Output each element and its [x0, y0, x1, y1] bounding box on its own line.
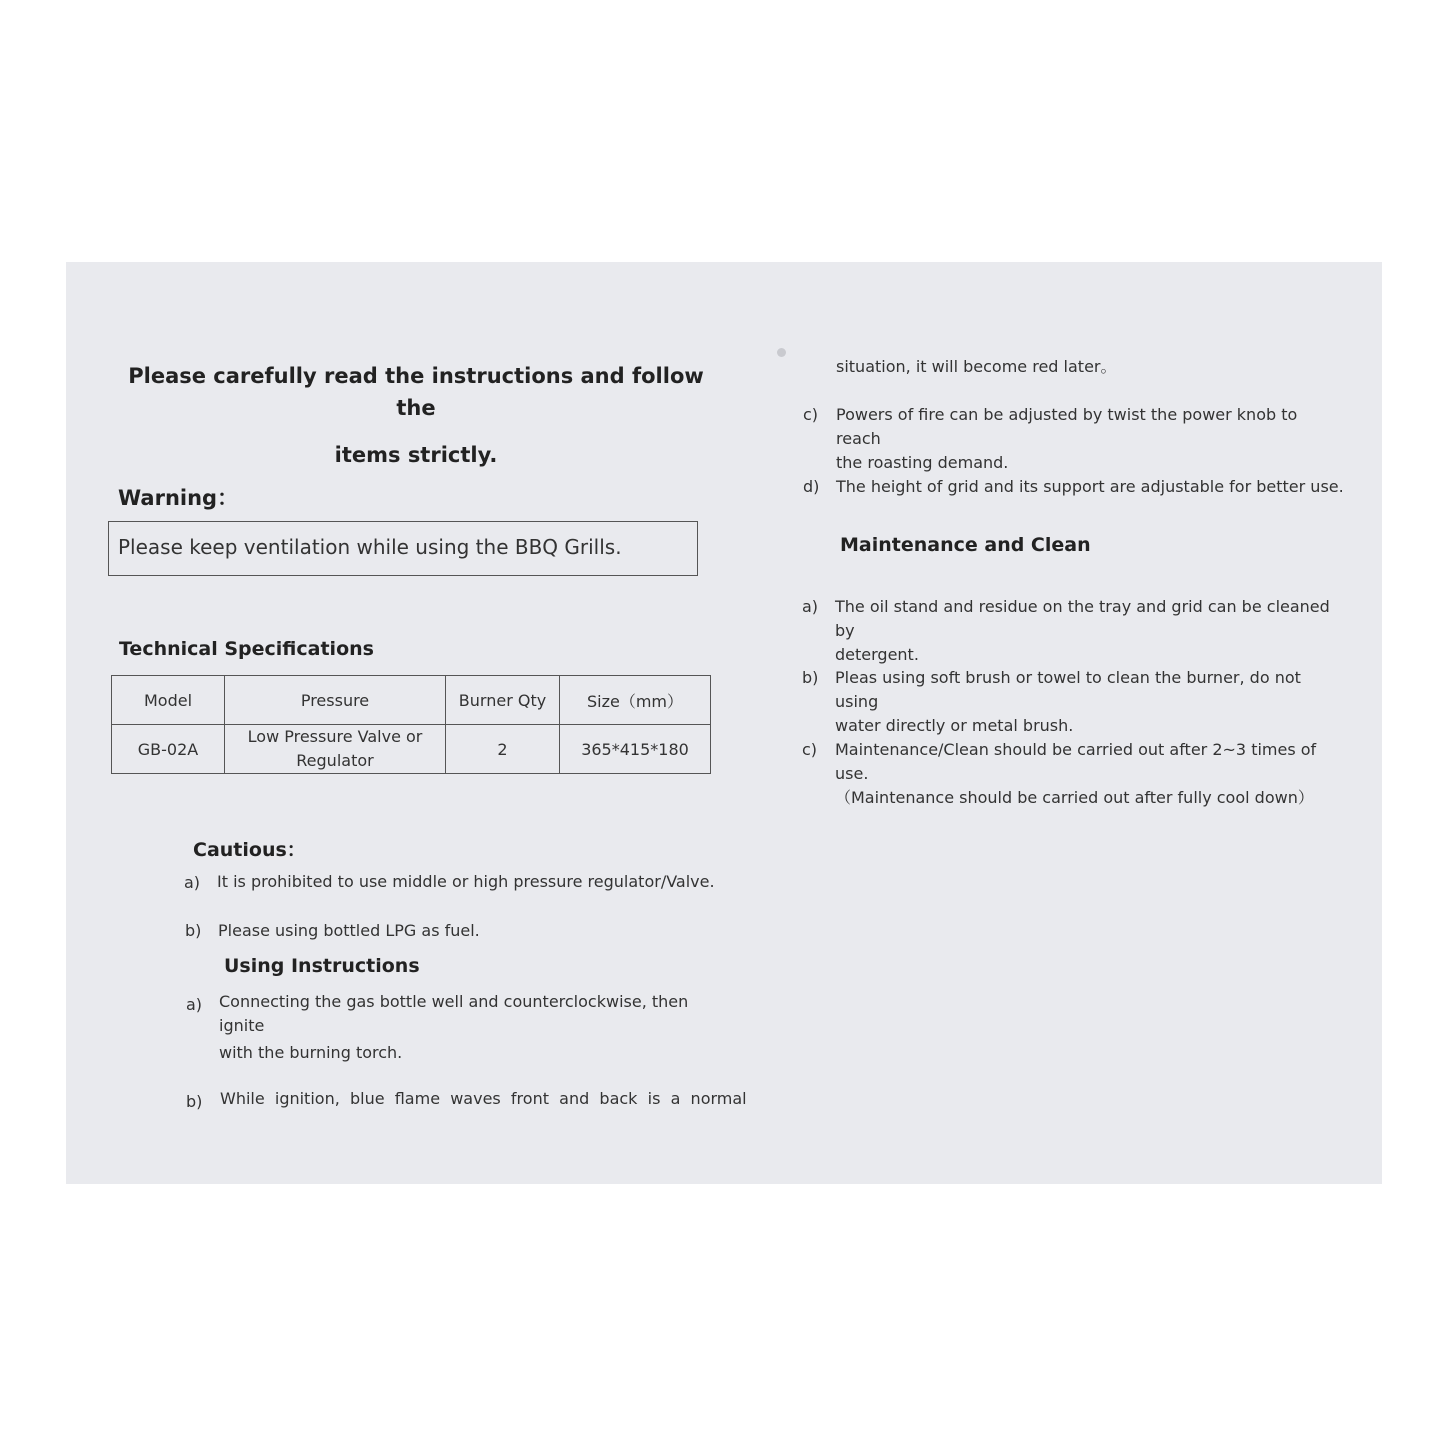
cautious-heading: Cautious： [193, 839, 306, 861]
list-item-text [836, 403, 1336, 475]
paper-speck [777, 348, 786, 357]
list-marker: a) [802, 597, 819, 616]
list-item-line: （Maintenance should be carried out after fully cool down） [835, 788, 1314, 807]
warning-box [108, 521, 698, 576]
cell-pressure-line-2: Regulator [296, 751, 374, 770]
column-header-burner-qty: Burner Qty [446, 676, 560, 725]
warning-heading: Warning： [118, 486, 239, 510]
list-marker: c) [802, 740, 818, 759]
list-item-line: Maintenance/Clean should be carried out after 2~3 times of use. [835, 740, 1317, 783]
list-item-text: Please using bottled LPG as fuel. [218, 921, 480, 940]
instruction-sheet [66, 262, 1382, 1184]
list-item-line: Connecting the gas bottle well and counterclockwise, then ignite [219, 992, 689, 1035]
using-heading: Using Instructions [224, 955, 420, 977]
list-item-line: Powers of fire can be adjusted by twist the power knob to reach [836, 405, 1298, 448]
list-marker: a) [186, 995, 203, 1014]
page-title [106, 360, 726, 471]
list-item-text: While ignition, blue flame waves front and back is a normal [220, 1089, 747, 1108]
list-item-line: the roasting demand. [836, 453, 1009, 472]
specs-heading: Technical Specifications [119, 638, 374, 660]
cell-pressure [225, 725, 446, 774]
list-item-line: water directly or metal brush. [835, 716, 1074, 735]
list-marker: b) [185, 921, 202, 940]
cell-burner-qty: 2 [446, 725, 560, 774]
list-marker: b) [186, 1092, 203, 1111]
list-item-text: It is prohibited to use middle or high pressure regulator/Valve. [217, 872, 715, 891]
column-header-pressure: Pressure [225, 676, 446, 725]
list-marker: c) [803, 405, 819, 424]
list-item-text [835, 666, 1335, 738]
specs-table [111, 675, 711, 774]
list-marker: b) [802, 668, 819, 687]
column-header-model: Model [112, 676, 225, 725]
list-marker: a) [184, 873, 201, 892]
list-item-text [835, 595, 1335, 667]
continued-text: situation, it will become red later。 [836, 357, 1117, 376]
list-item-line: The oil stand and residue on the tray and grid can be cleaned by [835, 597, 1330, 640]
page-title-line-2: items strictly. [334, 443, 498, 467]
warning-text: Please keep ventilation while using the BBQ Grills. [118, 535, 622, 559]
list-item-line: detergent. [835, 645, 919, 664]
page-title-line-1: Please carefully read the instructions and follow the [128, 364, 704, 420]
cell-model: GB-02A [112, 725, 225, 774]
table-header-row [112, 676, 711, 725]
list-marker: d) [803, 477, 820, 496]
table-row [112, 725, 711, 774]
maintenance-heading: Maintenance and Clean [840, 534, 1091, 556]
cell-size: 365*415*180 [560, 725, 711, 774]
list-item-text [835, 738, 1345, 810]
list-item-text: The height of grid and its support are adjustable for better use. [836, 477, 1344, 496]
list-item-line: Pleas using soft brush or towel to clean the burner, do not using [835, 668, 1301, 711]
list-item-line: with the burning torch. [219, 1043, 403, 1062]
list-item-text [219, 990, 719, 1065]
cell-pressure-line-1: Low Pressure Valve or [247, 727, 423, 746]
column-header-size: Size（mm） [560, 676, 711, 725]
